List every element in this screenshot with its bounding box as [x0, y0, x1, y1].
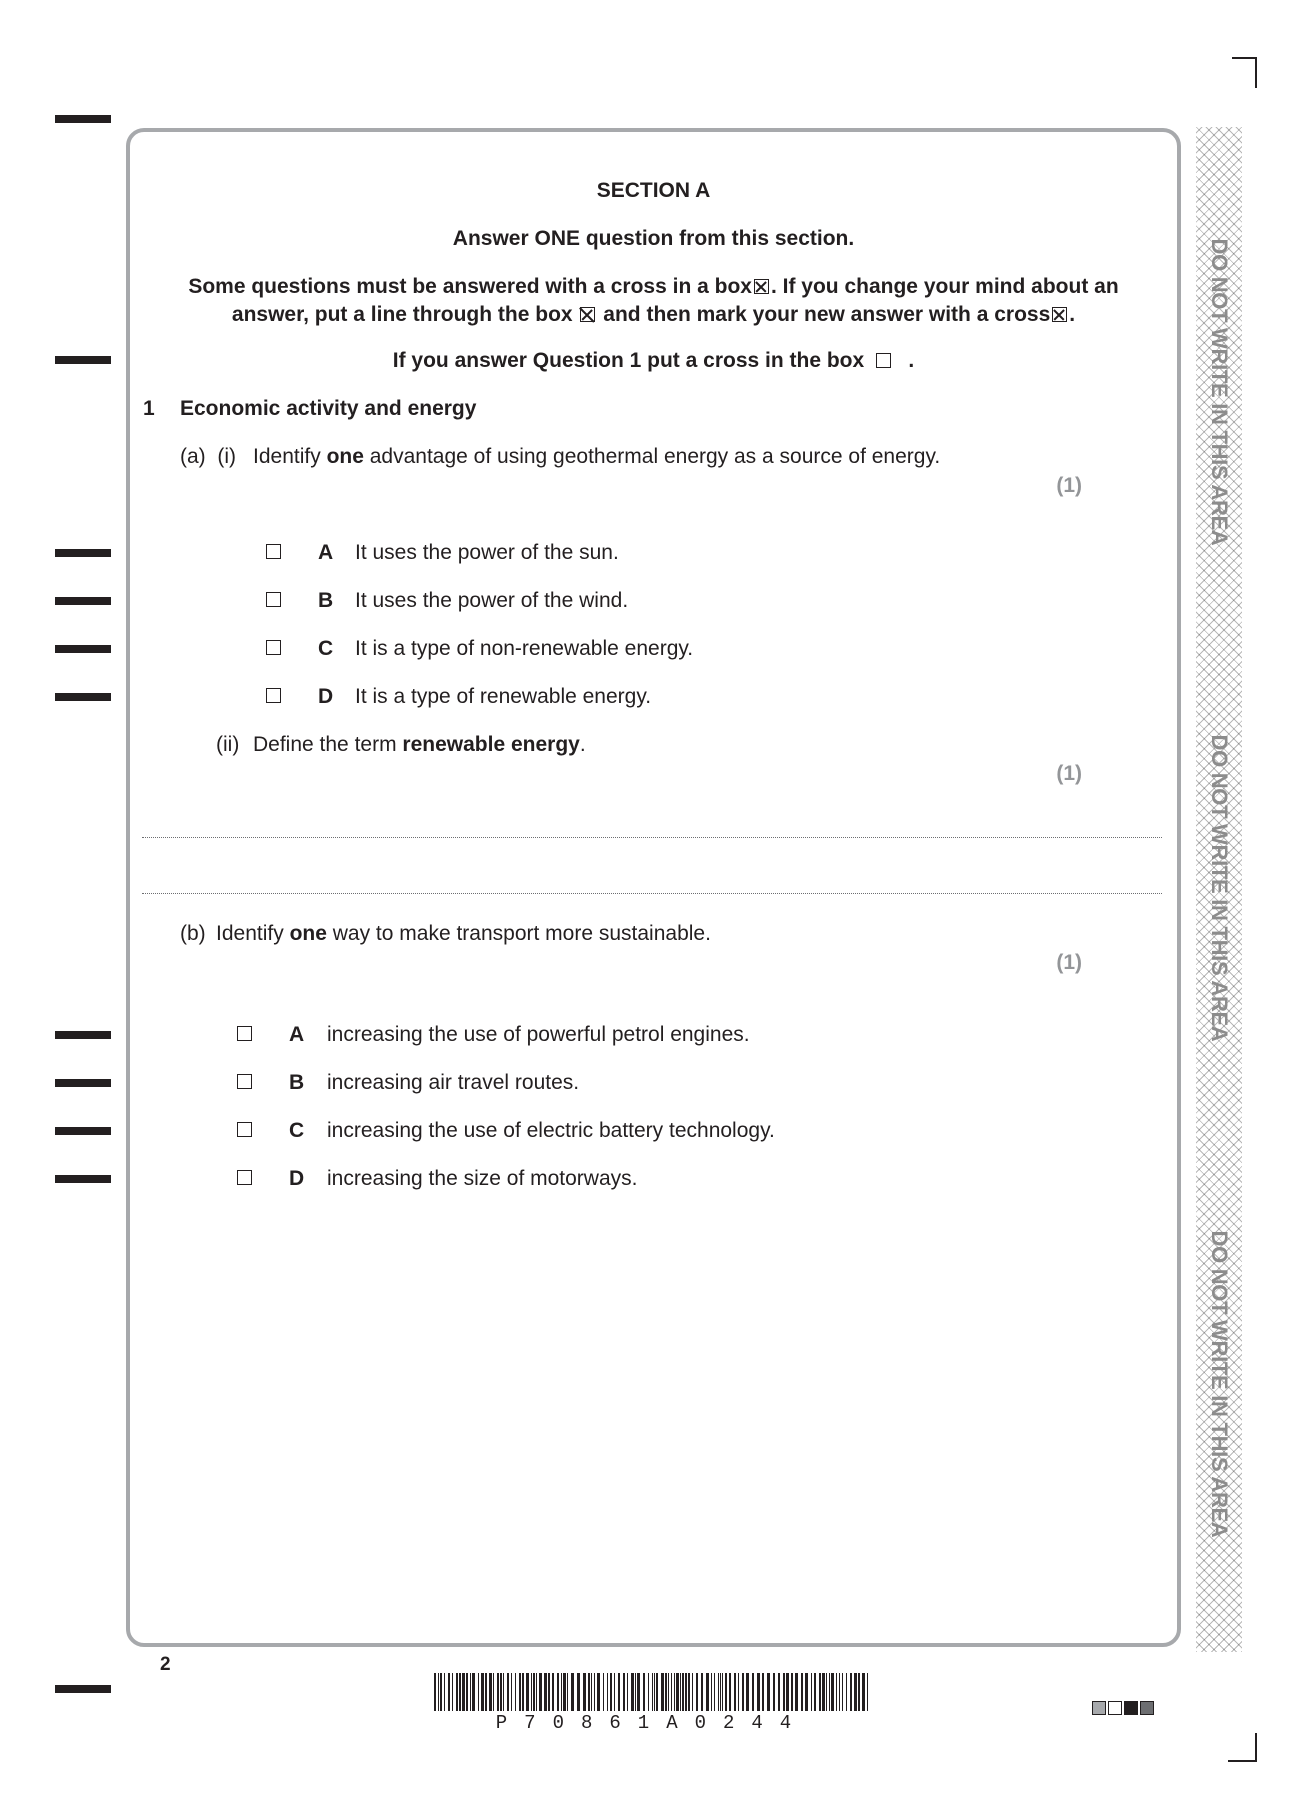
barcode-bar	[594, 1673, 595, 1711]
page-number: 2	[160, 1654, 171, 1675]
option-a-letter: A	[318, 541, 334, 564]
barcode-bar	[607, 1673, 608, 1711]
option-d-letter: D	[318, 685, 334, 708]
crop-mark-bottom-right-h	[1228, 1760, 1257, 1762]
barcode-bar	[701, 1673, 703, 1711]
section-title: SECTION A	[596, 179, 711, 202]
barcode-bar	[536, 1673, 537, 1711]
part-a-ii-label: (ii)	[216, 733, 240, 756]
barcode-bar	[577, 1673, 580, 1711]
barcode-bar	[526, 1673, 529, 1711]
cross-box-icon	[754, 279, 769, 294]
barcode-bar	[822, 1673, 825, 1711]
option-d-text: increasing the size of motorways.	[327, 1167, 638, 1190]
page-indicator-square	[1124, 1701, 1138, 1715]
barcode-bar	[811, 1673, 812, 1711]
barcode-bar	[434, 1673, 436, 1711]
side-warning-bottom: DO NOT WRITE IN THIS AREA	[1207, 1230, 1232, 1538]
barcode-bar	[829, 1673, 830, 1711]
barcode-bar	[610, 1673, 612, 1711]
section-instruction: Answer ONE question from this section.	[452, 227, 855, 250]
barcode-bar	[643, 1673, 645, 1711]
option-c-letter: C	[289, 1119, 305, 1142]
barcode-bar	[850, 1673, 852, 1711]
barcode-bar	[842, 1673, 843, 1711]
barcode-bar	[819, 1673, 821, 1711]
part-a-i-question: Identify one advantage of using geothermal energy as a source of energy.	[253, 445, 941, 468]
barcode-bar	[515, 1673, 516, 1711]
barcode-bar	[489, 1673, 492, 1711]
barcode-bar	[752, 1673, 754, 1711]
crop-mark-top-right-v	[1255, 57, 1257, 88]
barcode-bar	[493, 1673, 494, 1711]
barcode-bar	[497, 1673, 499, 1711]
barcode-bar	[783, 1673, 785, 1711]
barcode-bar	[438, 1673, 439, 1711]
barcode-bar	[805, 1673, 808, 1711]
barcode-bar	[648, 1673, 649, 1711]
part-a-i-marks: (1)	[1056, 474, 1082, 497]
option-a-text: It uses the power of the sun.	[355, 541, 619, 564]
barcode-bar	[696, 1673, 698, 1711]
barcode-bar	[485, 1673, 487, 1711]
option-d-checkbox[interactable]	[237, 1170, 252, 1185]
margin-mark	[55, 1685, 111, 1693]
barcode-text: P70861A0244	[495, 1712, 809, 1734]
option-c-text: It is a type of non-renewable energy.	[355, 637, 694, 660]
barcode-bar	[522, 1673, 524, 1711]
barcode-bar	[548, 1673, 550, 1711]
barcode-bar	[778, 1673, 780, 1711]
barcode-bar	[552, 1673, 554, 1711]
barcode-bar	[665, 1673, 667, 1711]
barcode-bar	[746, 1673, 749, 1711]
choose-question-line: If you answer Question 1 put a cross in the box .	[392, 349, 915, 372]
barcode-bar	[635, 1673, 636, 1711]
option-d-letter: D	[289, 1167, 305, 1190]
crop-mark-bottom-right-v	[1255, 1733, 1257, 1762]
part-a-ii-question: Define the term renewable energy.	[253, 733, 586, 756]
barcode-bar	[472, 1673, 475, 1711]
margin-mark	[55, 645, 111, 653]
barcode-bar	[729, 1673, 731, 1711]
barcode-bar	[462, 1673, 465, 1711]
option-a-letter: A	[289, 1023, 305, 1046]
barcode-bar	[571, 1673, 574, 1711]
barcode-bar	[481, 1673, 484, 1711]
cross-instructions-line2: answer, put a line through the box and then mark your new answer with a cross .	[231, 303, 1076, 326]
barcode-bar	[503, 1673, 504, 1711]
option-c-letter: C	[318, 637, 334, 660]
option-b-letter: B	[318, 589, 334, 612]
barcode-bar	[567, 1673, 568, 1711]
option-b-letter: B	[289, 1071, 305, 1094]
option-a-checkbox[interactable]	[266, 544, 281, 559]
barcode-bar	[618, 1673, 620, 1711]
page-indicator-square	[1140, 1701, 1154, 1715]
option-c-checkbox[interactable]	[266, 640, 281, 655]
barcode-bar	[627, 1673, 628, 1711]
option-c-checkbox[interactable]	[237, 1122, 252, 1137]
barcode-bar	[671, 1673, 672, 1711]
barcode-bar	[637, 1673, 640, 1711]
barcode-bar	[591, 1673, 592, 1711]
barcode-bar	[456, 1673, 458, 1711]
barcode-bar	[623, 1673, 625, 1711]
part-b-marks: (1)	[1056, 951, 1082, 974]
option-b-text: increasing air travel routes.	[327, 1071, 580, 1094]
option-a-text: increasing the use of powerful petrol engines.	[327, 1023, 750, 1046]
barcode-bar	[444, 1673, 445, 1711]
barcode-bar	[862, 1673, 865, 1711]
barcode-bar	[795, 1673, 798, 1711]
option-a-checkbox[interactable]	[237, 1026, 252, 1041]
margin-mark	[55, 1175, 111, 1183]
barcode-bar	[561, 1673, 562, 1711]
barcode-bar	[588, 1673, 590, 1711]
cross-instructions-line1: Some questions must be answered with a cross in a box . If you change your mind about an	[188, 275, 1119, 298]
side-warning-top: DO NOT WRITE IN THIS AREA	[1207, 238, 1232, 546]
margin-mark	[55, 693, 111, 701]
barcode-bar	[688, 1673, 690, 1711]
barcode-bar	[544, 1673, 547, 1711]
barcode-bar	[519, 1673, 521, 1711]
barcode-bar	[470, 1673, 471, 1711]
barcode-bar	[839, 1673, 840, 1711]
side-warning-middle: DO NOT WRITE IN THIS AREA	[1207, 734, 1232, 1042]
barcode-bar	[603, 1673, 604, 1711]
barcode-bar	[711, 1673, 712, 1711]
question-1-choice-checkbox[interactable]	[876, 353, 891, 368]
barcode-bar	[557, 1673, 559, 1711]
barcode-bar	[836, 1673, 837, 1711]
barcode-bar	[826, 1673, 827, 1711]
margin-mark	[55, 1031, 111, 1039]
page-indicator-square	[1092, 1701, 1106, 1715]
barcode-bar	[831, 1673, 834, 1711]
option-b-checkbox[interactable]	[266, 592, 281, 607]
question-number: 1	[143, 397, 155, 420]
answer-line[interactable]	[142, 893, 1162, 894]
barcode-bar	[440, 1673, 442, 1711]
barcode-bar	[854, 1673, 857, 1711]
option-b-checkbox[interactable]	[237, 1074, 252, 1089]
part-a-ii-marks: (1)	[1056, 762, 1082, 785]
barcode-bar	[478, 1673, 479, 1711]
barcode-bar	[631, 1673, 634, 1711]
barcode-bar	[583, 1673, 586, 1711]
margin-mark	[55, 1079, 111, 1087]
barcode-bar	[459, 1673, 461, 1711]
barcode-bar	[742, 1673, 744, 1711]
barcode-bar	[814, 1673, 816, 1711]
barcode-bar	[738, 1673, 739, 1711]
barcode-bar	[786, 1673, 789, 1711]
option-d-text: It is a type of renewable energy.	[355, 685, 652, 708]
barcode-bar	[858, 1673, 860, 1711]
barcode-bar	[685, 1673, 687, 1711]
margin-mark	[55, 549, 111, 557]
barcode-bar	[762, 1673, 764, 1711]
barcode-bar	[757, 1673, 760, 1711]
barcode-bar	[539, 1673, 542, 1711]
barcode-bar	[801, 1673, 803, 1711]
crop-mark-top-right-h	[1232, 57, 1257, 59]
page-indicator-square	[1108, 1701, 1122, 1715]
part-b-question: Identify one way to make transport more sustainable.	[216, 922, 711, 945]
barcode-bar	[725, 1673, 727, 1711]
barcode-bar	[452, 1673, 453, 1711]
barcode-bar	[500, 1673, 502, 1711]
barcode-bar	[773, 1673, 775, 1711]
margin-mark	[55, 597, 111, 605]
barcode-bar	[511, 1673, 512, 1711]
barcode-bar	[448, 1673, 450, 1711]
barcode-bar	[531, 1673, 532, 1711]
barcode-bar	[767, 1673, 770, 1711]
barcode-bar	[722, 1673, 723, 1711]
barcode-bar	[692, 1673, 693, 1711]
barcode-bar	[791, 1673, 793, 1711]
barcode-bar	[533, 1673, 535, 1711]
option-d-checkbox[interactable]	[266, 688, 281, 703]
barcode-bar	[674, 1673, 675, 1711]
barcode-bar	[661, 1673, 664, 1711]
margin-mark	[55, 1127, 111, 1135]
part-b-label: (b)	[180, 922, 206, 945]
barcode-bar	[654, 1673, 655, 1711]
barcode-bar	[846, 1673, 847, 1711]
question-title: Economic activity and energy	[180, 397, 477, 420]
barcode-bar	[718, 1673, 719, 1711]
barcode-bar	[668, 1673, 669, 1711]
barcode-bar	[676, 1673, 679, 1711]
cross-box-icon	[1052, 307, 1067, 322]
barcode-bar	[680, 1673, 681, 1711]
barcode-bar	[714, 1673, 715, 1711]
barcode-bar	[720, 1673, 721, 1711]
barcode-bar	[682, 1673, 684, 1711]
barcode-bar	[563, 1673, 566, 1711]
barcode-bar	[507, 1673, 509, 1711]
option-c-text: increasing the use of electric battery technology.	[327, 1119, 775, 1142]
margin-mark	[55, 115, 111, 123]
struck-cross-box-icon	[580, 307, 595, 322]
barcode-bar	[656, 1673, 658, 1711]
margin-mark	[55, 356, 111, 364]
barcode-bar	[867, 1673, 868, 1711]
option-b-text: It uses the power of the wind.	[355, 589, 629, 612]
barcode-bar	[466, 1673, 468, 1711]
barcode-bar	[734, 1673, 736, 1711]
part-a-i-label: (a) (i)	[180, 445, 236, 468]
barcode	[434, 1673, 870, 1711]
barcode-bar	[706, 1673, 709, 1711]
barcode-bar	[597, 1673, 600, 1711]
answer-line[interactable]	[142, 837, 1162, 838]
barcode-bar	[614, 1673, 615, 1711]
barcode-bar	[652, 1673, 653, 1711]
